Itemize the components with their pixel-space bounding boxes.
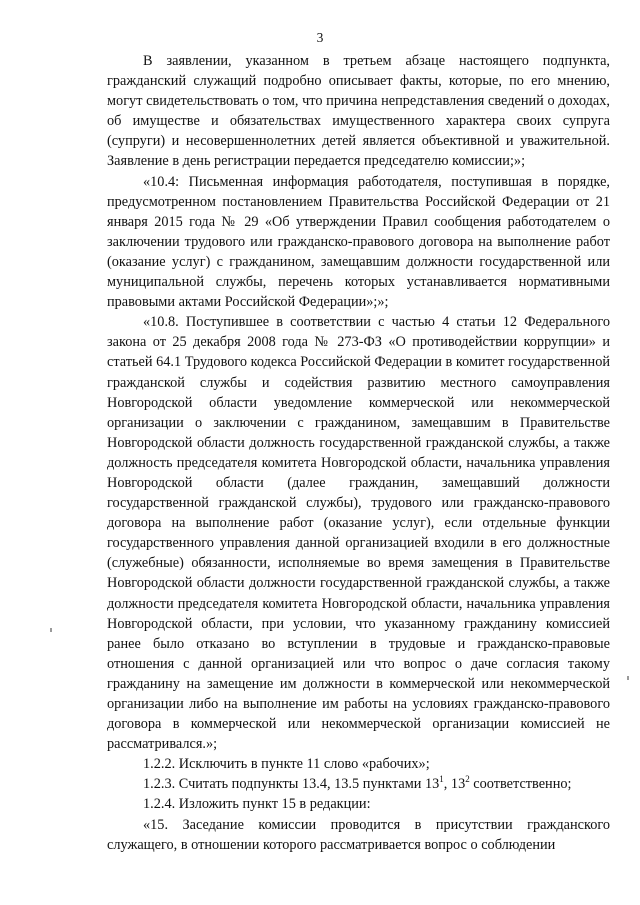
paragraph-10-8: «10.8. Поступившее в соответствии с частью 4 статьи 12 Федерального закона от 25 декабря 2008 года № 273-ФЗ «О противодействии коррупции» и статьей 64.1 Трудового кодекса Российской Федерации в комитет государственной гражданской службы и содействия развитию местного самоуправления Новгородской области уведомление коммерческой или некоммерческой организации о заключении с гражданином, замещавшим в Правительстве Новгородской области должность государственной гражданской службы, а также должность председателя комитета Новгородской области, начальника управления Новгородской области (далее гражданин, замещавший должности государственной гражданской службы), трудового или гражданско-правового договора на выполнение работ (оказание услуг), если отдельные функции государственного управления данной организацией входили в его должностные (служебные) обязанности, исполняемые во время замещения в Правительстве Новгородской области должности государственной гражданской службы, а также должности председателя комитета Новгородской области, начальника управления Новгородской области, при условии, что указанному гражданину комиссией ранее было отказано во вступлении в трудовые и гражданско-правовые отношения с данной организацией или что вопрос о даче согласия такому гражданину на замещение им должности в коммерческой или некоммерческой организации либо на выполнение им работы на условиях гражданско-правового договора в коммерческой или некоммерческой организации комиссией не рассматривался.»; xyxy=(107,314,610,753)
superscript-2: 2 xyxy=(465,774,470,785)
margin-mark xyxy=(627,676,629,680)
superscript-1: 1 xyxy=(439,774,444,785)
paragraph-1-2-4: 1.2.4. Изложить пункт 15 в редакции: xyxy=(143,796,371,813)
paragraph-1-2-2: 1.2.2. Исключить в пункте 11 слово «рабочих»; xyxy=(143,756,430,773)
paragraph-15: «15. Заседание комиссии проводится в присутствии гражданского служащего, в отношении которого рассматривается вопрос о соблюдении xyxy=(107,816,610,853)
item-123-after: соответственно; xyxy=(469,776,572,793)
item-123-before: 1.2.3. Считать подпункты 13.4, 13.5 пунктами 13 xyxy=(143,776,440,793)
paragraph-statement-description: В заявлении, указанном в третьем абзаце настоящего подпункта, гражданский служащий подробно описывает факты, которые, по его мнению, могут свидетельствовать о том, что причина непредставления сведений о доходах, об имуществе и обязательствах имущественного характера своих супруга (супруги) и несовершеннолетних детей является объективной и уважительной. Заявление в день регистрации передается председателю комиссии;»; xyxy=(107,53,610,170)
item-123-middle: , 13 xyxy=(443,776,466,793)
document-body xyxy=(107,51,610,855)
paragraph-10-4: «10.4: Письменная информация работодателя, поступившая в порядке, предусмотренном постановлением Правительства Российской Федерации от 21 января 2015 года № 29 «Об утверждении Правил сообщения работодателем о заключении трудового или гражданско-правового договора на выполнение работ (оказание услуг) с гражданином, замещавшим должности государственной или муниципальной службы, перечень которых устанавливается нормативными правовыми актами Российской Федерации»;»; xyxy=(107,173,610,311)
margin-mark xyxy=(50,628,52,632)
paragraph-1-2-3 xyxy=(107,774,610,794)
page-number: 3 xyxy=(316,30,324,45)
